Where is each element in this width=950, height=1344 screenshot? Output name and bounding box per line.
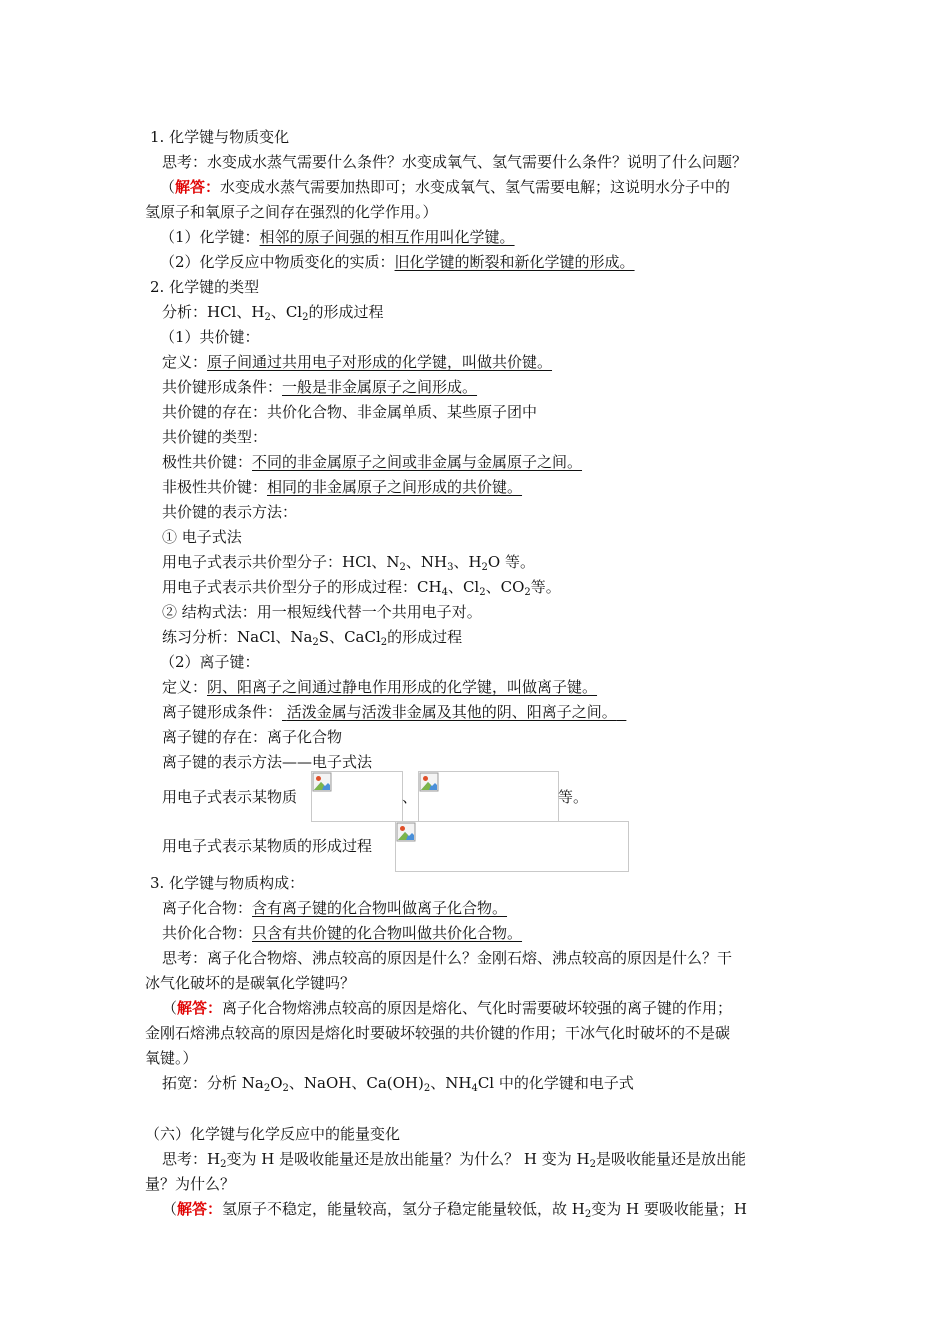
covalent-condition: 共价键形成条件：一般是非金属原子之间形成。 bbox=[162, 378, 478, 396]
method-electron-formula: ① 电子式法 bbox=[162, 528, 242, 546]
covalent-definition: 定义：原子间通过共用电子对形成的化学键，叫做共价键。 bbox=[162, 353, 553, 371]
etc-text: 等。 bbox=[558, 788, 589, 806]
broken-image-icon bbox=[312, 772, 332, 792]
section-1-title: 1. 化学键与物质变化 bbox=[150, 128, 290, 146]
electron-formula-prompt: 用电子式表示某物质 bbox=[162, 788, 298, 806]
section-6-think-line-2: 量？为什么？ bbox=[145, 1175, 236, 1193]
covalent-existence: 共价键的存在：共价化合物、非金属单质、某些原子团中 bbox=[162, 403, 538, 421]
covalent-compound: 共价化合物：只含有共价键的化合物叫做共价化合物。 bbox=[162, 924, 523, 942]
section-3-answer-line-2: 金刚石熔沸点较高的原因是熔化时要破坏较强的共价键的作用；干冰气化时破坏的不是碳 bbox=[145, 1024, 731, 1042]
covalent-representation: 共价键的表示方法： bbox=[162, 503, 298, 521]
chemical-bond-definition: （1）化学键：相邻的原子间强的相互作用叫化学键。 bbox=[160, 228, 515, 246]
covalent-bond-title: （1）共价键： bbox=[160, 328, 260, 346]
reaction-essence: （2）化学反应中物质变化的实质：旧化学键的断裂和新化学键的形成。 bbox=[160, 253, 635, 271]
section-3-answer-line-1: （解答：离子化合物熔沸点较高的原因是熔化、气化时需要破坏较强的离子键的作用； bbox=[162, 999, 733, 1017]
covalent-types: 共价键的类型： bbox=[162, 428, 268, 446]
answer-label: 解答： bbox=[177, 1200, 223, 1218]
polar-covalent: 极性共价键：不同的非金属原子之间或非金属与金属原子之间。 bbox=[162, 453, 583, 471]
section-6-answer-line-1: （解答：氢原子不稳定，能量较高，氢分子稳定能量较低，故 $H_2$变为 H 要吸收能量；H bbox=[162, 1200, 747, 1220]
method-structural-formula: ② 结构式法：用一根短线代替一个共用电子对。 bbox=[162, 603, 482, 621]
formation-process-prompt: 用电子式表示某物质的形成过程 bbox=[162, 837, 373, 855]
section-1-answer-line-1: （解答：水变成水蒸气需要加热即可；水变成氧气、氢气需要电解；这说明水分子中的 bbox=[160, 178, 731, 196]
example-covalent-molecules: 用电子式表示共价型分子：HCl、$N_2$、$NH_3$、$H_2O$ 等。 bbox=[162, 553, 535, 573]
section-6-think-line-1: 思考：$H_2$变为 H 是吸收能量还是放出能量？为什么？ H 变为 $H_2$是吸收能量还是放出能 bbox=[162, 1150, 746, 1170]
nonpolar-covalent: 非极性共价键：相同的非金属原子之间形成的共价键。 bbox=[162, 478, 523, 496]
section-2-analysis: 分析：HCl、$H_2$、$Cl_2$的形成过程 bbox=[162, 303, 384, 323]
answer-label: 解答： bbox=[175, 178, 221, 196]
section-3-extension: 拓宽：分析 $Na_2O_2$、NaOH、$Ca(OH)_2$、$NH_4Cl$ 中的化学键和电子式 bbox=[162, 1074, 634, 1094]
section-1-answer-line-2: 氢原子和氧原子之间存在强烈的化学作用。） bbox=[145, 203, 438, 221]
answer-label: 解答： bbox=[177, 999, 223, 1017]
section-2-title: 2. 化学键的类型 bbox=[150, 278, 260, 296]
ionic-definition: 定义：阴、阳离子之间通过静电作用形成的化学键，叫做离子键。 bbox=[162, 678, 598, 696]
broken-image-icon bbox=[396, 822, 416, 842]
ionic-condition: 离子键形成条件： 活泼金属与活泼非金属及其他的阴、阳离子之间。 bbox=[162, 703, 617, 721]
section-6-title: （六）化学键与化学反应中的能量变化 bbox=[145, 1125, 401, 1143]
separator: 、 bbox=[402, 788, 418, 806]
section-3-title: 3. 化学键与物质构成： bbox=[150, 874, 305, 892]
broken-image-placeholder bbox=[418, 771, 559, 822]
section-1-think: 思考：水变成水蒸气需要什么条件？水变成氧气、氢气需要什么条件？说明了什么问题？ bbox=[162, 153, 748, 171]
section-3-think-line-1: 思考：离子化合物熔、沸点较高的原因是什么？金刚石熔、沸点较高的原因是什么？干 bbox=[162, 949, 733, 967]
section-3-answer-line-3: 氧键。） bbox=[145, 1049, 198, 1067]
broken-image-icon bbox=[419, 772, 439, 792]
broken-image-placeholder bbox=[395, 821, 629, 872]
ionic-representation: 离子键的表示方法——电子式法 bbox=[162, 753, 373, 771]
broken-image-placeholder bbox=[311, 771, 403, 822]
practice-analysis: 练习分析：NaCl、$Na_2S$、CaCl$_2$的形成过程 bbox=[162, 628, 463, 648]
example-formation-process: 用电子式表示共价型分子的形成过程：$CH_4$、$Cl_2$、$CO_2$等。 bbox=[162, 578, 561, 598]
section-3-think-line-2: 冰气化破坏的是碳氧化学键吗？ bbox=[145, 974, 356, 992]
ionic-bond-title: （2）离子键： bbox=[160, 653, 260, 671]
ionic-compound: 离子化合物：含有离子键的化合物叫做离子化合物。 bbox=[162, 899, 508, 917]
ionic-existence: 离子键的存在：离子化合物 bbox=[162, 728, 343, 746]
